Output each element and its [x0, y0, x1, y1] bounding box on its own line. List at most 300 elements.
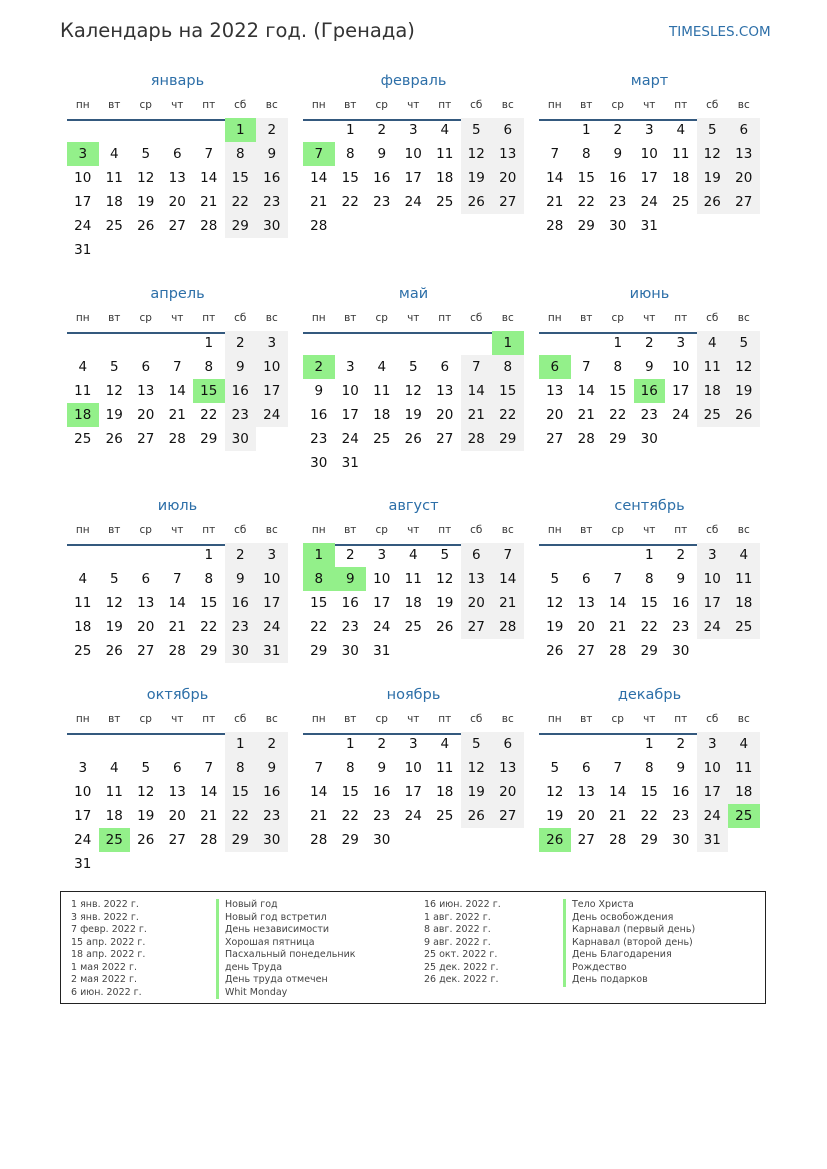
holiday-name: Тело Христа	[563, 899, 634, 912]
day-cell: 6	[492, 118, 524, 142]
day-cell: 7	[172, 359, 182, 375]
weekday-label: пн	[311, 99, 326, 111]
day-cell: 10	[404, 760, 422, 776]
day-cell: 20	[492, 166, 524, 190]
day-cell: 13	[137, 383, 155, 399]
holiday-name: Пасхальный понедельник	[216, 949, 356, 962]
day-cell: 30	[225, 639, 257, 663]
day-cell: 22	[200, 619, 218, 635]
weekday-label: пт	[202, 713, 216, 725]
holiday-name: Whit Monday	[216, 987, 287, 1000]
site-link[interactable]: TIMESLES.COM	[669, 24, 771, 40]
day-cell: 30	[672, 643, 690, 659]
day-cell: 27	[137, 431, 155, 447]
day-cell: 25	[404, 619, 422, 635]
day-cell: 13	[546, 383, 564, 399]
day-cell: 21	[168, 407, 186, 423]
weekday-label: пн	[547, 713, 562, 725]
day-cell: 12	[697, 142, 729, 166]
day-cell: 19	[546, 619, 564, 635]
day-cell: 26	[137, 832, 155, 848]
day-cell: 30	[256, 214, 288, 238]
day-cell: 4	[697, 331, 729, 355]
day-cell: 19	[105, 619, 123, 635]
holiday-name: Карнавал (первый день)	[563, 924, 695, 937]
day-cell: 30	[341, 643, 359, 659]
holiday-day-cell: 26	[539, 828, 571, 852]
day-cell: 24	[373, 619, 391, 635]
day-cell: 9	[256, 142, 288, 166]
holiday-day-cell: 7	[303, 142, 335, 166]
day-cell: 21	[577, 407, 595, 423]
day-cell: 15	[640, 595, 658, 611]
weekday-label: вс	[501, 713, 514, 725]
day-cell: 2	[613, 122, 623, 138]
holiday-name: Новый год	[216, 899, 278, 912]
day-cell: 23	[672, 619, 690, 635]
weekday-label: ср	[375, 713, 388, 725]
day-cell: 14	[310, 170, 328, 186]
day-cell: 11	[697, 355, 729, 379]
weekday-label: вт	[580, 99, 593, 111]
day-cell: 27	[168, 832, 186, 848]
day-cell: 3	[644, 122, 654, 138]
weekday-label: ср	[375, 524, 388, 536]
month-name: июль	[157, 498, 198, 514]
day-cell: 14	[609, 784, 627, 800]
day-cell: 22	[609, 407, 627, 423]
weekday-label: пт	[438, 713, 452, 725]
day-cell: 29	[577, 218, 595, 234]
day-cell: 26	[105, 431, 123, 447]
weekday-label: пн	[311, 713, 326, 725]
day-cell: 16	[225, 591, 257, 615]
day-cell: 8	[225, 142, 257, 166]
day-cell: 11	[728, 567, 760, 591]
day-cell: 25	[105, 218, 123, 234]
day-cell: 25	[436, 194, 454, 210]
day-cell: 21	[609, 808, 627, 824]
day-cell: 23	[256, 804, 288, 828]
weekday-label: вс	[737, 524, 750, 536]
day-cell: 2	[377, 122, 387, 138]
day-cell: 29	[200, 643, 218, 659]
weekday-label: ср	[611, 524, 624, 536]
day-cell: 14	[200, 784, 218, 800]
day-cell: 16	[672, 595, 690, 611]
holiday-date: 25 дек. 2022 г.	[424, 961, 499, 973]
day-cell: 12	[461, 142, 493, 166]
day-cell: 24	[640, 194, 658, 210]
day-cell: 11	[404, 571, 422, 587]
weekday-label: чт	[643, 713, 656, 725]
day-cell: 21	[546, 194, 564, 210]
weekday-label: вт	[108, 99, 121, 111]
day-cell: 26	[546, 643, 564, 659]
day-cell: 5	[461, 732, 493, 756]
day-cell: 11	[74, 595, 92, 611]
holiday-name: День Благодарения	[563, 949, 672, 962]
month-name: сентябрь	[614, 498, 685, 514]
holiday-date: 8 авг. 2022 г.	[424, 924, 491, 935]
day-cell: 23	[609, 194, 627, 210]
month-name: февраль	[380, 73, 447, 89]
day-cell: 14	[168, 595, 186, 611]
day-cell: 1	[225, 732, 257, 756]
weekday-label: вт	[344, 99, 357, 111]
day-cell: 8	[345, 146, 355, 162]
day-cell: 2	[676, 736, 686, 752]
day-cell: 7	[314, 760, 324, 776]
day-cell: 12	[137, 170, 155, 186]
weekday-label: сб	[234, 312, 247, 324]
weekday-label: вт	[344, 312, 357, 324]
day-cell: 21	[200, 194, 218, 210]
day-cell: 27	[436, 431, 454, 447]
day-cell: 28	[577, 431, 595, 447]
weekday-label: пн	[75, 524, 90, 536]
weekday-label: пн	[547, 524, 562, 536]
day-cell: 17	[672, 383, 690, 399]
day-cell: 30	[225, 427, 257, 451]
day-cell: 15	[609, 383, 627, 399]
day-cell: 8	[613, 359, 623, 375]
day-cell: 13	[492, 756, 524, 780]
day-cell: 26	[461, 804, 493, 828]
day-cell: 25	[672, 194, 690, 210]
holiday-date: 6 июн. 2022 г.	[71, 986, 142, 998]
day-cell: 6	[581, 760, 591, 776]
day-cell: 27	[168, 218, 186, 234]
day-cell: 10	[672, 359, 690, 375]
day-cell: 5	[461, 118, 493, 142]
weekday-label: вс	[265, 524, 278, 536]
day-cell: 22	[341, 194, 359, 210]
day-cell: 31	[640, 218, 658, 234]
holiday-day-cell: 15	[193, 379, 225, 403]
day-cell: 28	[492, 615, 524, 639]
day-cell: 24	[404, 808, 422, 824]
weekday-label: вт	[108, 312, 121, 324]
day-cell: 28	[200, 218, 218, 234]
weekday-label: пн	[75, 99, 90, 111]
day-cell: 10	[373, 571, 391, 587]
month-name: июнь	[629, 286, 670, 302]
day-cell: 7	[613, 760, 623, 776]
weekday-label: пн	[547, 312, 562, 324]
header-rule	[303, 332, 524, 334]
day-cell: 4	[728, 543, 760, 567]
day-cell: 21	[168, 619, 186, 635]
day-cell: 16	[225, 379, 257, 403]
day-cell: 7	[492, 543, 524, 567]
day-cell: 18	[373, 407, 391, 423]
day-cell: 14	[310, 784, 328, 800]
day-cell: 20	[168, 194, 186, 210]
day-cell: 5	[408, 359, 418, 375]
day-cell: 16	[373, 784, 391, 800]
day-cell: 30	[310, 455, 328, 471]
day-cell: 11	[105, 784, 123, 800]
day-cell: 2	[644, 335, 654, 351]
day-cell: 3	[345, 359, 355, 375]
day-cell: 19	[137, 808, 155, 824]
day-cell: 8	[204, 359, 214, 375]
holiday-name: День подарков	[563, 974, 648, 987]
day-cell: 6	[440, 359, 450, 375]
holiday-date: 18 апр. 2022 г.	[71, 949, 146, 960]
day-cell: 20	[728, 166, 760, 190]
holiday-date: 1 авг. 2022 г.	[424, 911, 491, 923]
day-cell: 28	[310, 218, 328, 234]
day-cell: 27	[461, 615, 493, 639]
day-cell: 21	[461, 403, 493, 427]
weekday-label: пн	[547, 99, 562, 111]
day-cell: 19	[546, 808, 564, 824]
holiday-date: 16 июн. 2022 г.	[424, 899, 501, 910]
holiday-day-cell: 6	[539, 355, 571, 379]
day-cell: 30	[672, 832, 690, 848]
holiday-date: 7 февр. 2022 г.	[71, 924, 147, 935]
day-cell: 8	[204, 571, 214, 587]
day-cell: 27	[577, 643, 595, 659]
weekday-label: чт	[643, 99, 656, 111]
weekday-label: пт	[674, 524, 688, 536]
day-cell: 3	[256, 543, 288, 567]
day-cell: 18	[105, 808, 123, 824]
day-cell: 27	[728, 190, 760, 214]
day-cell: 5	[440, 547, 450, 563]
day-cell: 16	[609, 170, 627, 186]
day-cell: 11	[436, 760, 454, 776]
day-cell: 24	[74, 218, 92, 234]
day-cell: 9	[377, 760, 387, 776]
day-cell: 16	[256, 780, 288, 804]
day-cell: 18	[672, 170, 690, 186]
day-cell: 12	[728, 355, 760, 379]
weekday-label: чт	[171, 713, 184, 725]
holiday-date: 3 янв. 2022 г.	[71, 911, 139, 923]
day-cell: 2	[256, 732, 288, 756]
day-cell: 11	[672, 146, 690, 162]
month-name: ноябрь	[386, 687, 441, 703]
day-cell: 14	[200, 170, 218, 186]
day-cell: 11	[728, 756, 760, 780]
day-cell: 14	[609, 595, 627, 611]
month-name: декабрь	[617, 687, 682, 703]
day-cell: 22	[640, 619, 658, 635]
weekday-label: сб	[706, 99, 719, 111]
day-cell: 16	[310, 407, 328, 423]
holiday-day-cell: 2	[303, 355, 335, 379]
day-cell: 28	[168, 643, 186, 659]
weekday-label: ср	[611, 99, 624, 111]
day-cell: 29	[310, 643, 328, 659]
day-cell: 23	[225, 403, 257, 427]
day-cell: 13	[137, 595, 155, 611]
holiday-name: Рождество	[563, 962, 627, 975]
holiday-date: 2 мая 2022 г.	[71, 974, 137, 985]
day-cell: 28	[609, 832, 627, 848]
day-cell: 7	[204, 146, 214, 162]
holiday-day-cell: 18	[67, 403, 99, 427]
day-cell: 30	[256, 828, 288, 852]
holiday-name: Хорошая пятница	[216, 937, 315, 950]
day-cell: 29	[341, 832, 359, 848]
day-cell: 6	[141, 571, 151, 587]
weekday-label: сб	[234, 713, 247, 725]
day-cell: 29	[640, 643, 658, 659]
day-cell: 12	[546, 595, 564, 611]
day-cell: 31	[373, 643, 391, 659]
weekday-label: ср	[139, 524, 152, 536]
day-cell: 23	[373, 808, 391, 824]
day-cell: 21	[609, 619, 627, 635]
weekday-label: вт	[108, 713, 121, 725]
day-cell: 1	[204, 547, 214, 563]
day-cell: 5	[141, 760, 151, 776]
day-cell: 5	[109, 571, 119, 587]
day-cell: 18	[436, 784, 454, 800]
day-cell: 5	[550, 760, 560, 776]
weekday-label: пт	[202, 99, 216, 111]
day-cell: 6	[492, 732, 524, 756]
day-cell: 4	[408, 547, 418, 563]
day-cell: 5	[728, 331, 760, 355]
weekday-label: вс	[265, 99, 278, 111]
day-cell: 20	[546, 407, 564, 423]
day-cell: 28	[200, 832, 218, 848]
day-cell: 27	[492, 804, 524, 828]
day-cell: 5	[109, 359, 119, 375]
month-name: октябрь	[146, 687, 209, 703]
day-cell: 24	[256, 615, 288, 639]
day-cell: 1	[613, 335, 623, 351]
weekday-label: вс	[737, 312, 750, 324]
day-cell: 19	[436, 595, 454, 611]
holiday-date: 9 авг. 2022 г.	[424, 936, 491, 948]
day-cell: 28	[609, 643, 627, 659]
day-cell: 24	[672, 407, 690, 423]
day-cell: 7	[613, 571, 623, 587]
day-cell: 9	[676, 571, 686, 587]
holiday-name: День труда отмечен	[216, 974, 328, 987]
weekday-label: вс	[265, 713, 278, 725]
day-cell: 18	[728, 591, 760, 615]
day-cell: 21	[310, 808, 328, 824]
weekday-label: чт	[643, 312, 656, 324]
day-cell: 15	[640, 784, 658, 800]
day-cell: 19	[137, 194, 155, 210]
day-cell: 7	[204, 760, 214, 776]
day-cell: 7	[581, 359, 591, 375]
day-cell: 6	[172, 760, 182, 776]
day-cell: 25	[74, 431, 92, 447]
day-cell: 26	[137, 218, 155, 234]
day-cell: 31	[256, 639, 288, 663]
day-cell: 18	[697, 379, 729, 403]
day-cell: 15	[310, 595, 328, 611]
day-cell: 9	[256, 756, 288, 780]
weekday-label: пн	[311, 524, 326, 536]
day-cell: 29	[225, 214, 257, 238]
day-cell: 18	[728, 780, 760, 804]
holiday-date: 1 мая 2022 г.	[71, 961, 137, 973]
day-cell: 5	[550, 571, 560, 587]
day-cell: 3	[697, 543, 729, 567]
day-cell: 5	[141, 146, 151, 162]
day-cell: 7	[550, 146, 560, 162]
day-cell: 6	[728, 118, 760, 142]
month-name: март	[630, 73, 669, 89]
holiday-name: День освобождения	[563, 912, 673, 925]
weekday-label: пт	[202, 524, 216, 536]
day-cell: 13	[577, 784, 595, 800]
weekday-label: ср	[611, 713, 624, 725]
weekday-label: ср	[139, 99, 152, 111]
day-cell: 12	[436, 571, 454, 587]
day-cell: 6	[172, 146, 182, 162]
day-cell: 17	[697, 780, 729, 804]
day-cell: 3	[408, 736, 418, 752]
day-cell: 29	[640, 832, 658, 848]
day-cell: 17	[256, 591, 288, 615]
holiday-name: День независимости	[216, 924, 329, 937]
weekday-label: пн	[75, 713, 90, 725]
weekday-label: сб	[470, 99, 483, 111]
holiday-legend	[60, 891, 766, 1004]
weekday-label: чт	[171, 99, 184, 111]
day-cell: 30	[640, 431, 658, 447]
day-cell: 1	[345, 122, 355, 138]
day-cell: 4	[377, 359, 387, 375]
day-cell: 11	[436, 146, 454, 162]
day-cell: 17	[404, 170, 422, 186]
day-cell: 6	[461, 543, 493, 567]
day-cell: 28	[546, 218, 564, 234]
day-cell: 20	[137, 407, 155, 423]
day-cell: 12	[461, 756, 493, 780]
day-cell: 26	[697, 190, 729, 214]
day-cell: 29	[225, 828, 257, 852]
day-cell: 29	[492, 427, 524, 451]
day-cell: 28	[168, 431, 186, 447]
day-cell: 27	[577, 832, 595, 848]
day-cell: 15	[341, 170, 359, 186]
weekday-label: пт	[438, 99, 452, 111]
weekday-label: вт	[108, 524, 121, 536]
day-cell: 6	[141, 359, 151, 375]
weekday-label: чт	[407, 524, 420, 536]
day-cell: 2	[225, 331, 257, 355]
weekday-label: сб	[470, 312, 483, 324]
day-cell: 8	[644, 571, 654, 587]
holiday-date: 15 апр. 2022 г.	[71, 936, 146, 948]
day-cell: 19	[728, 379, 760, 403]
day-cell: 23	[373, 194, 391, 210]
day-cell: 22	[640, 808, 658, 824]
month-name: май	[398, 286, 429, 302]
day-cell: 22	[310, 619, 328, 635]
day-cell: 12	[546, 784, 564, 800]
day-cell: 3	[78, 760, 88, 776]
holiday-date: 26 дек. 2022 г.	[424, 974, 499, 985]
month-name: апрель	[150, 286, 205, 302]
day-cell: 25	[436, 808, 454, 824]
day-cell: 13	[168, 784, 186, 800]
day-cell: 24	[74, 832, 92, 848]
day-cell: 1	[345, 736, 355, 752]
